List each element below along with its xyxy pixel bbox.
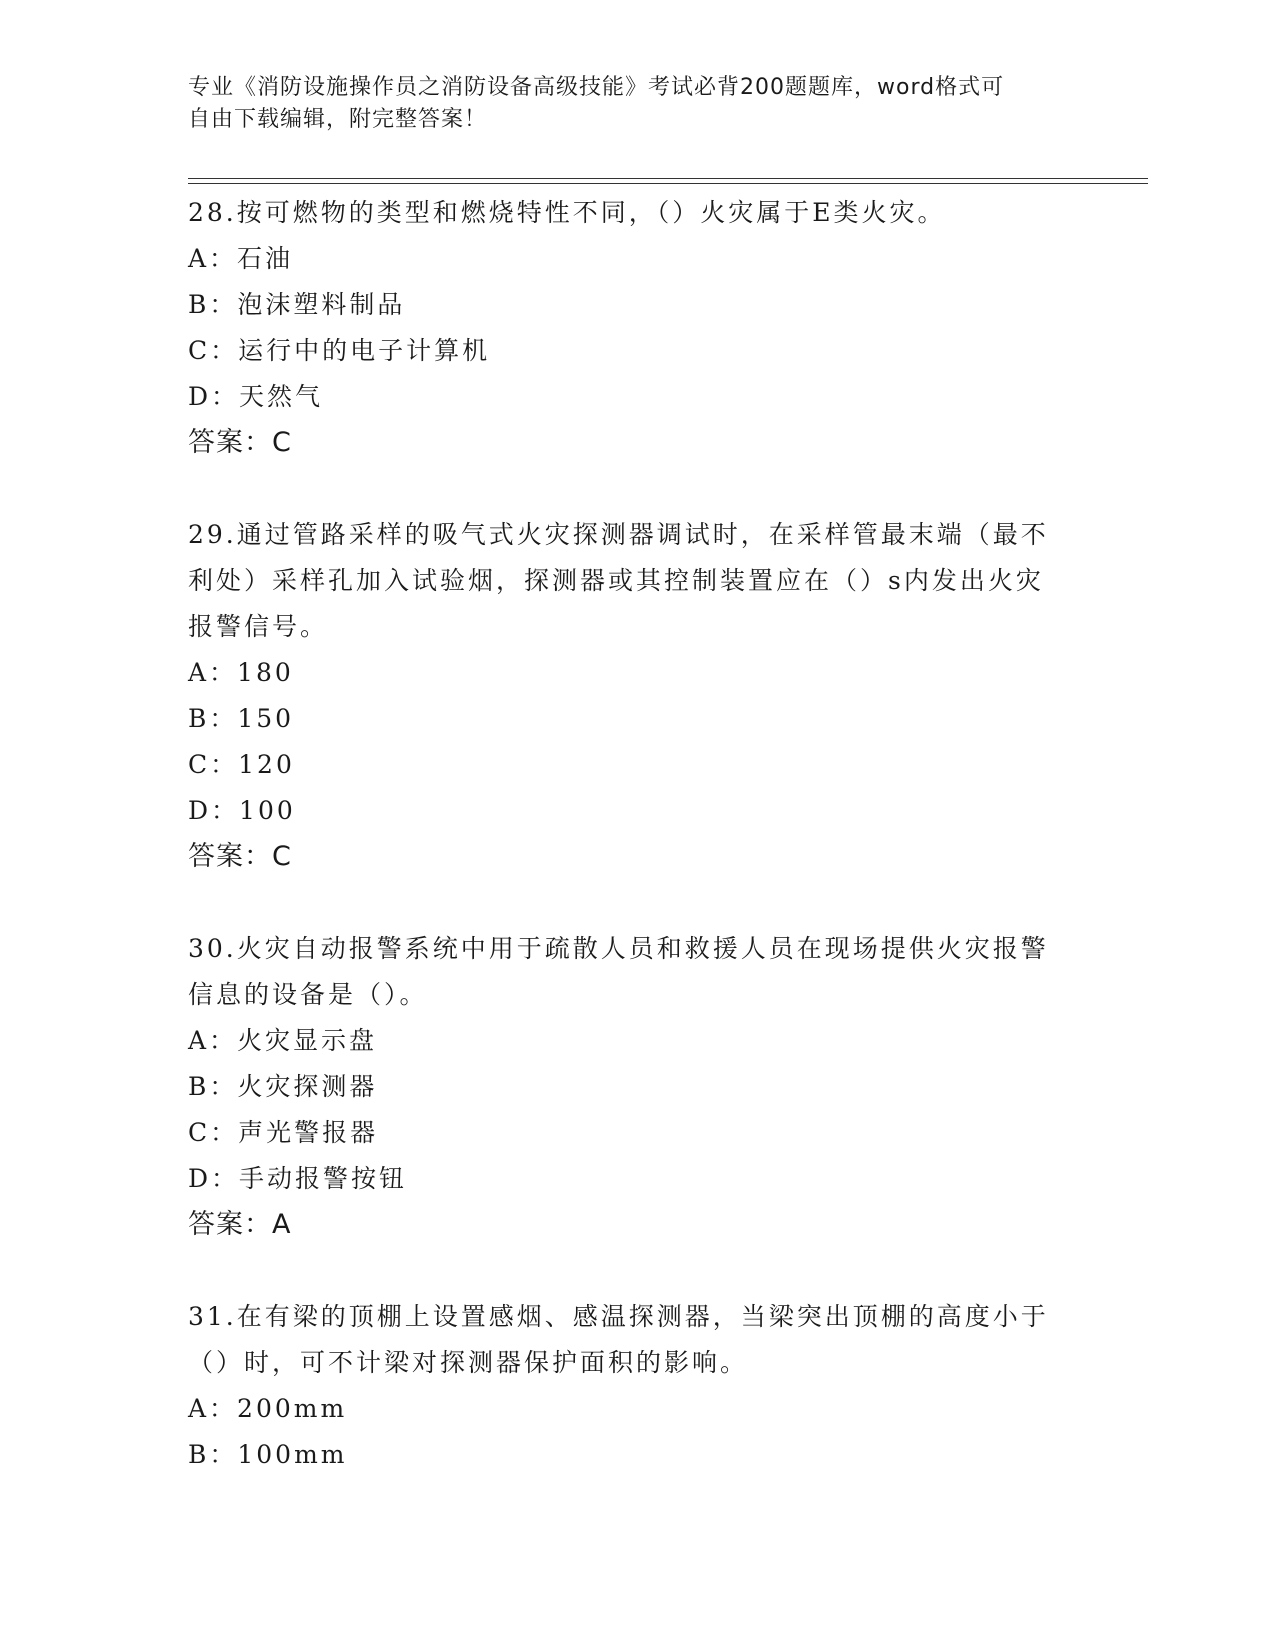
question-stem: 28.按可燃物的类型和燃烧特性不同，（）火灾属于E类火灾。 <box>188 198 946 227</box>
question-28 <box>188 190 1088 466</box>
answer-label: 答案：C <box>188 841 292 872</box>
question-stem-line-2: （）时，可不计梁对探测器保护面积的影响。 <box>188 1348 749 1377</box>
question-stem-line-2: 信息的设备是（）。 <box>188 980 428 1009</box>
option-c: C：声光警报器 <box>188 1118 379 1147</box>
answer-label: 答案：A <box>188 1209 292 1240</box>
question-stem-line-3: 报警信号。 <box>188 612 329 641</box>
option-b: B：100mm <box>188 1440 348 1469</box>
header-line-1: 专业《消防设施操作员之消防设备高级技能》考试必背200题题库，word格式可 <box>188 75 1005 100</box>
answer-label: 答案：C <box>188 427 292 458</box>
option-d: D：天然气 <box>188 382 324 411</box>
question-list <box>188 190 1088 1524</box>
option-b: B：火灾探测器 <box>188 1072 378 1101</box>
question-30 <box>188 926 1088 1248</box>
option-b: B：泡沫塑料制品 <box>188 290 406 319</box>
question-stem-line-2: 利处）采样孔加入试验烟，探测器或其控制装置应在（）s内发出火灾 <box>188 566 1044 595</box>
option-d: D：100 <box>188 796 296 825</box>
header-divider-bottom <box>188 183 1148 184</box>
question-stem-line-1: 31.在有梁的顶棚上设置感烟、感温探测器，当梁突出顶棚的高度小于 <box>188 1302 1049 1331</box>
question-stem-line-1: 30.火灾自动报警系统中用于疏散人员和救援人员在现场提供火灾报警 <box>188 934 1049 963</box>
option-c: C：运行中的电子计算机 <box>188 336 491 365</box>
option-a: A：180 <box>188 658 294 687</box>
question-31 <box>188 1294 1088 1478</box>
option-a: A：石油 <box>188 244 294 273</box>
option-c: C：120 <box>188 750 295 779</box>
header-divider-top <box>188 178 1148 179</box>
option-d: D：手动报警按钮 <box>188 1164 408 1193</box>
document-header <box>188 72 1088 136</box>
question-29 <box>188 512 1088 880</box>
option-a: A：200mm <box>188 1394 348 1423</box>
header-line-2: 自由下载编辑，附完整答案！ <box>188 107 488 132</box>
option-a: A：火灾显示盘 <box>188 1026 378 1055</box>
option-b: B：150 <box>188 704 295 733</box>
question-stem-line-1: 29.通过管路采样的吸气式火灾探测器调试时，在采样管最末端（最不 <box>188 520 1049 549</box>
